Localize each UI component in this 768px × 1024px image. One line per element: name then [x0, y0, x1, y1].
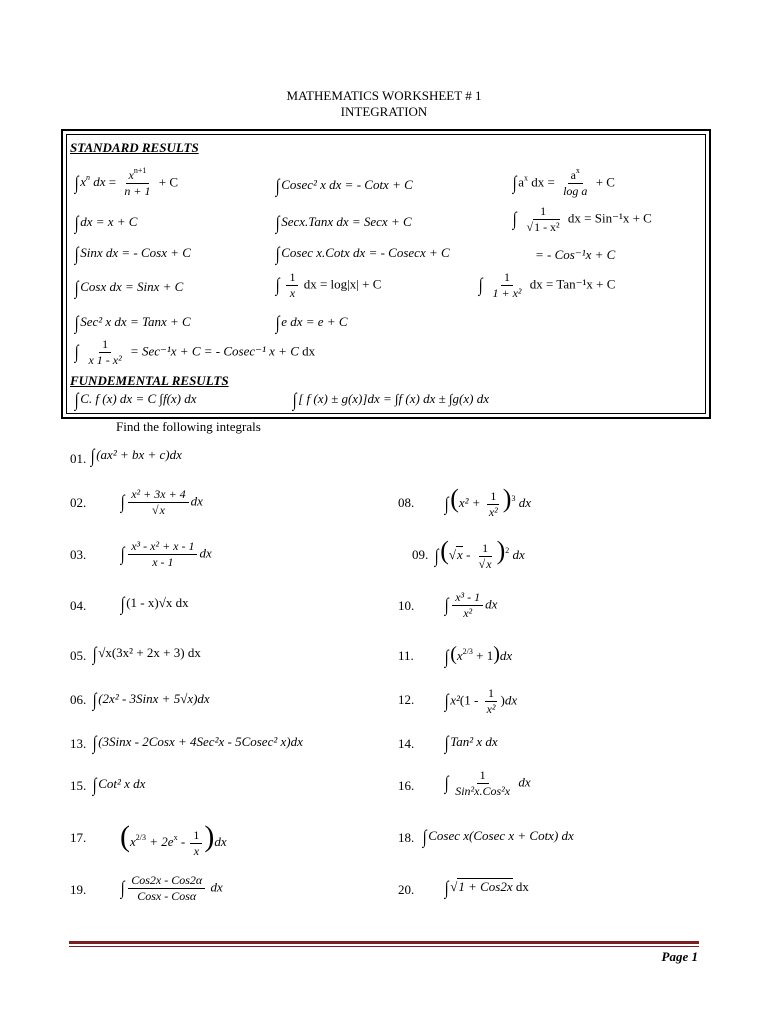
- question-expression: ∫ $\frac{1}{\text{Sin²x.Cos²x}}$ dx: [444, 768, 531, 798]
- result-sin: ∫ Sinx dx = - Cosx + C: [74, 244, 191, 265]
- question-number: 12.: [398, 692, 415, 707]
- question-number: 08.: [398, 495, 415, 510]
- question-number: 17.: [70, 830, 87, 845]
- question-number: 19.: [70, 882, 87, 897]
- question-expression: ∫ $\frac{\text{x³ - x² + x - 1}}{x - 1}$ dx: [120, 539, 212, 569]
- question-expression: ∫ (ax² + bx + c)dx: [90, 446, 182, 467]
- result-cosec-cot: ∫ Cosec x.Cotx dx = - Cosecx + C: [275, 244, 450, 265]
- question-expression: ∫ $\frac{\text{Cos2x - Cos2α}}{\text{Cosx - Cosα}}$ dx: [120, 873, 223, 903]
- question-number: 15.: [70, 778, 87, 793]
- question-number: 14.: [398, 736, 415, 751]
- page-number: Page 1: [661, 949, 698, 964]
- worksheet-title: MATHEMATICS WORKSHEET # 1: [286, 88, 482, 103]
- question-number: 06.: [70, 692, 87, 707]
- footer-rule-thin: [69, 946, 699, 947]
- fundamental-results-heading: FUNDEMENTAL RESULTS: [70, 373, 229, 388]
- question-number: 20.: [398, 882, 415, 897]
- result-sec-tan: ∫ Secx.Tanx dx = Secx + C: [275, 213, 412, 234]
- footer-rule-thick: [69, 941, 699, 944]
- result-arccos-alt: = - Cos⁻¹x + C: [535, 247, 616, 262]
- question-number: 16.: [398, 778, 415, 793]
- result-constant: ∫ dx = x + C: [74, 213, 138, 234]
- question-number: 05.: [70, 648, 87, 663]
- worksheet-subtitle: INTEGRATION: [340, 104, 428, 119]
- question-number: 01.: [70, 451, 87, 466]
- question-number: 09.: [412, 547, 429, 562]
- question-expression: ∫ √x(3x² + 2x + 3) dx: [92, 644, 201, 665]
- question-expression: ∫(√x - $\frac{1}{√x}$ )$^2$ dx: [434, 536, 525, 571]
- question-expression: ($x^{2/3} + 2e^x$ - $\frac{1}{x}$ )dx: [120, 820, 227, 858]
- result-exponential-e: ∫ e dx = e + C: [275, 313, 348, 334]
- question-expression: ∫ $\frac{\text{x³ - 1}}{\text{x²}}$ dx: [444, 590, 498, 620]
- result-power-rule: ∫ $x^n$ dx = $\frac{x^{n+1}}{n + 1}$ + C: [74, 166, 178, 198]
- fundamental-sum-rule: ∫ [ f (x) ± g(x)]dx = ∫f (x) dx ± ∫g(x) dx: [292, 390, 489, 411]
- question-expression: ∫ x²(1 - $\frac{1}{\text{x²}}$ )dx: [444, 686, 518, 716]
- question-expression: ∫ Cot² x dx: [92, 775, 146, 796]
- question-expression: ∫ Cosec x(Cosec x + Cotx) dx: [422, 827, 574, 848]
- result-exponential-a: ∫ $a^x$ dx = $\frac{a^x}{\text{log a}}$ + C: [512, 166, 615, 198]
- result-sec-squared: ∫ Sec² x dx = Tanx + C: [74, 313, 191, 334]
- question-number: 10.: [398, 598, 415, 613]
- question-number: 04.: [70, 598, 87, 613]
- question-number: 18.: [398, 830, 415, 845]
- result-arcsec: ∫ $\frac{1}{\text{x 1 - x²}}$ = Sec⁻¹x + C = - Cosec⁻¹ x + C dx: [74, 337, 316, 367]
- question-expression: ∫ (3Sinx - 2Cosx + 4Sec²x - 5Cosec² x)dx: [92, 733, 303, 754]
- question-number: 02.: [70, 495, 87, 510]
- question-expression: ∫ Tan² x dx: [444, 733, 498, 754]
- question-expression: ∫ $\frac{\text{x² + 3x + 4}}{√x}$ dx: [120, 487, 203, 517]
- result-cos: ∫ Cosx dx = Sinx + C: [74, 278, 184, 299]
- question-expression: ∫ √1 + Cos2x dx: [444, 878, 529, 899]
- standard-results-heading: STANDARD RESULTS: [70, 140, 199, 155]
- question-expression: ∫ (1 - x)√x dx: [120, 594, 189, 615]
- question-expression: ∫(x² + $\frac{1}{\text{x²}}$ )$^3$ dx: [444, 484, 531, 519]
- result-reciprocal: ∫ $\frac{1}{x}$ dx = log|x| + C: [275, 270, 382, 300]
- question-number: 11.: [398, 648, 414, 663]
- result-arctan: ∫ $\frac{1}{\text{1 + x²}}$ dx = Tan⁻¹x + C: [478, 270, 616, 300]
- instruction-text: Find the following integrals: [116, 419, 261, 434]
- question-expression: $\int(x^{2/3} + 1)dx$: [444, 643, 513, 668]
- question-number: 13.: [70, 736, 87, 751]
- fundamental-constant-multiple: ∫ C. f (x) dx = C ∫f(x) dx: [74, 390, 197, 411]
- result-cosec-squared: ∫ Cosec² x dx = - Cotx + C: [275, 176, 413, 197]
- question-expression: ∫ (2x² - 3Sinx + 5√x)dx: [92, 690, 210, 711]
- result-arcsin: ∫ $\frac{1}{\text{√1 - x²}}$ dx = Sin⁻¹x + C: [512, 204, 652, 234]
- question-number: 03.: [70, 547, 87, 562]
